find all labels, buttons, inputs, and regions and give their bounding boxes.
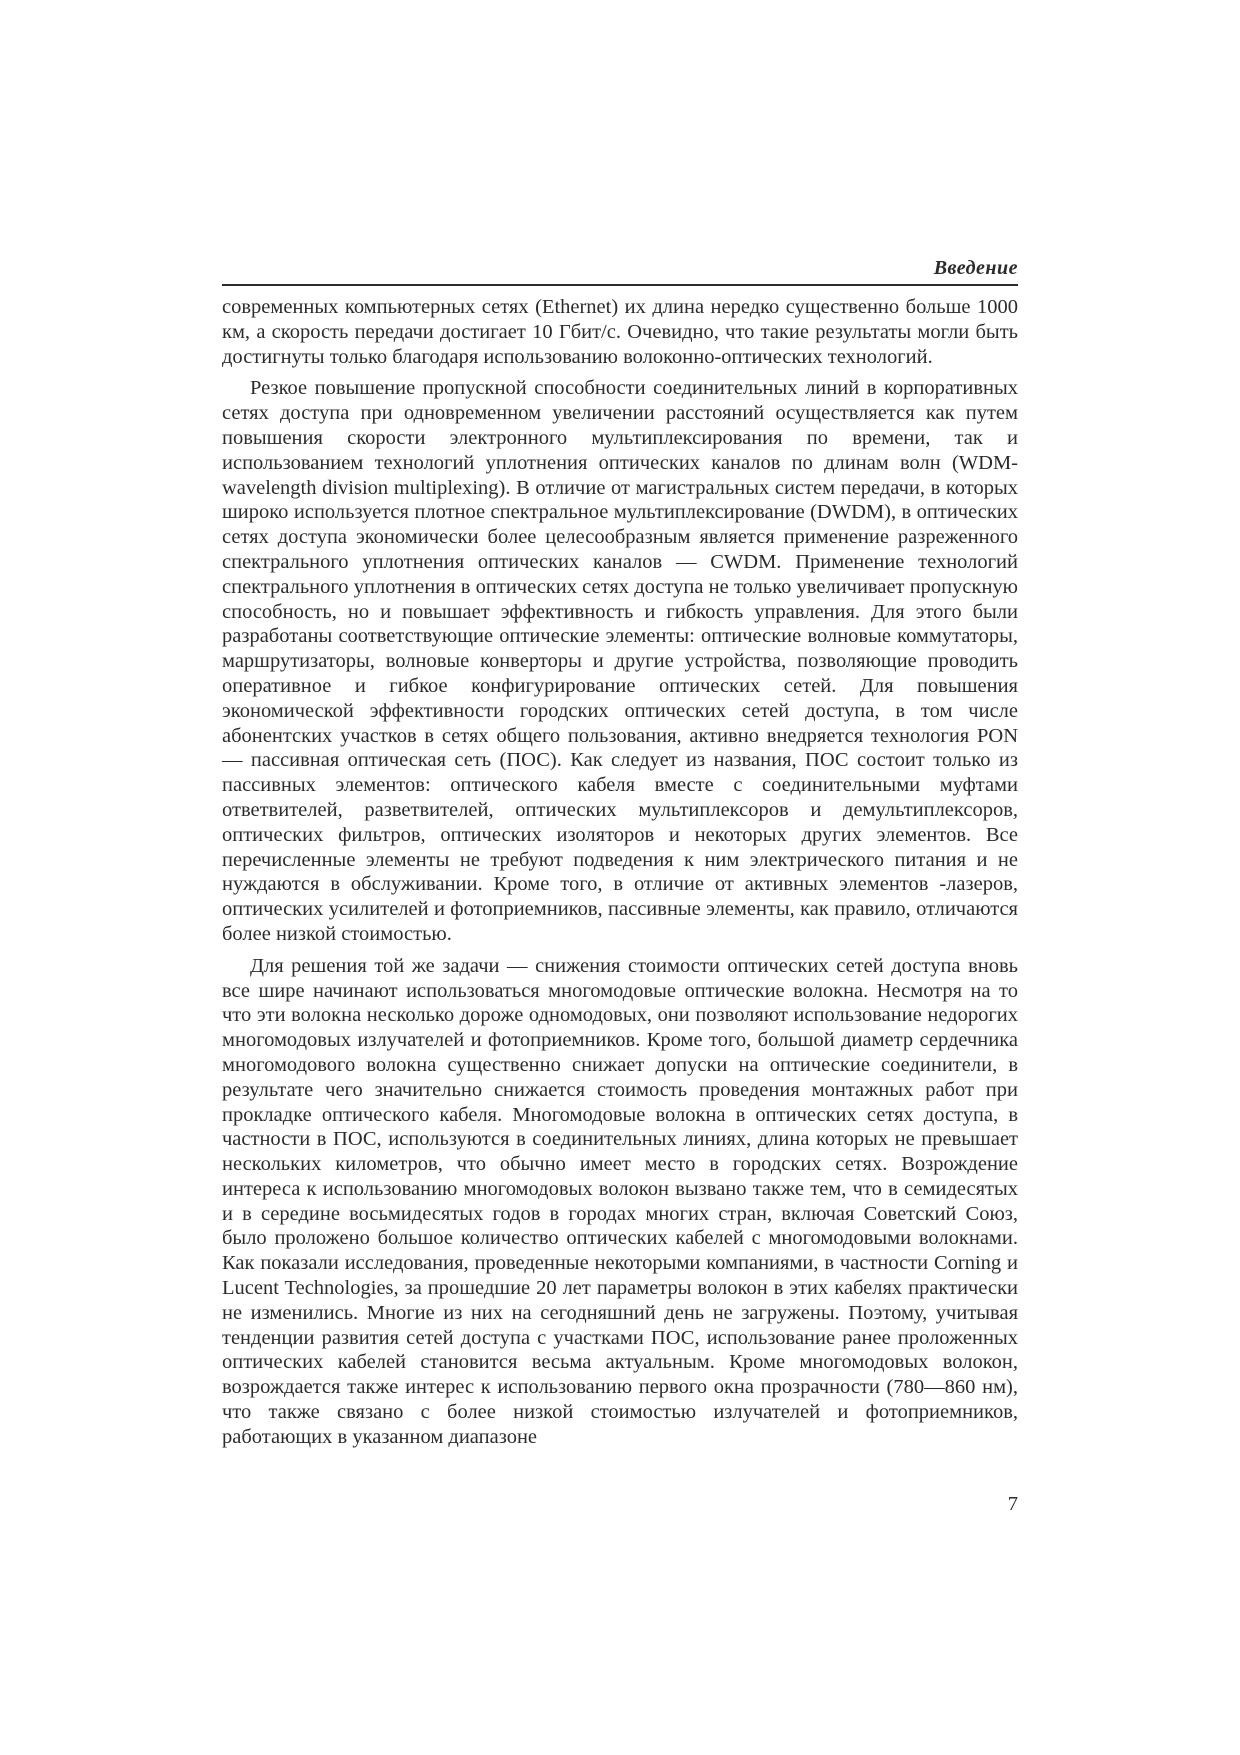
paragraph-bandwidth: Резкое повышение пропускной способности соединительных линий в корпоративных сетях доступа при одновременном увеличении расстояний осуществляется как путем повышения скорости электронного мультиплексирования по времени, так и использованием технологий уплотнения оптических каналов по длинам волн (WDM-wavelength division multiplexing). В отличие от магистральных систем передачи, в которых широко используется плотное спектральное мультиплексирование (DWDM), в оптических сетях доступа экономически более целесообразным является применение разреженного спектрального уплотнения оптических каналов — CWDM. Применение технологий спектрального уплотнения в оптических сетях доступа не только увеличивает пропускную способность, но и повышает эффективность и гибкость управления. Для этого были разработаны соответствующие оптические элементы: оптические волновые коммутаторы, маршрутизаторы, волновые конверторы и другие устройства, позволяющие проводить оперативное и гибкое конфигурирование оптических сетей. Для повышения экономической эффективности городских оптических сетей доступа, в том числе абонентских участков в сетях общего пользования, активно внедряется технология PON — пассивная оптическая сеть (ПОС). Как следует из названия, ПОС состоит только из пассивных элементов: оптического кабеля вместе с соединительными муфтами ответвителей, разветвителей, оптических мультиплексоров и демультиплексоров, оптических фильтров, оптических изоляторов и некоторых других элементов. Все перечисленные элементы не требуют подведения к ним электрического питания и не нуждаются в обслуживании. Кроме того, в отличие от активных элементов -лазеров, оптических усилителей и фотоприемников, пассивные элементы, как правило, отличаются более низкой стоимостью. — [222, 377, 1018, 945]
paragraph-continuation: современных компьютерных сетях (Ethernet) их длина нередко существенно больше 1000 км, а скорость передачи достигает 10 Гбит/с. Очевидно, что такие результаты могли быть достигнуты только благодаря использованию волоконно-оптических технологий. — [222, 296, 1018, 368]
book-page — [222, 0, 1018, 1755]
running-header: Введение — [933, 257, 1018, 279]
paragraph-multimode: Для решения той же задачи — снижения стоимости оптических сетей доступа вновь все шире начинают использоваться многомодовые оптические волокна. Несмотря на то что эти волокна несколько дороже одномодовых, они позволяют использование недорогих многомодовых излучателей и фотоприемников. Кроме того, большой диаметр сердечника многомодового волокна существенно снижает допуски на оптические соединители, в результате чего значительно снижается стоимость проведения монтажных работ при прокладке оптического кабеля. Многомодовые волокна в оптических сетях доступа, в частности в ПОС, используются в соединительных линиях, длина которых не превышает нескольких километров, что обычно имеет место в городских сетях. Возрождение интереса к использованию многомодовых волокон вызвано также тем, что в семидесятых и в середине восьмидесятых годов в городах многих стран, включая Советский Союз, было проложено большое количество оптических кабелей с многомодовыми волокнами. Как показали исследования, проведенные некоторыми компаниями, в частности Corning и Lucent Technologies, за прошедшие 20 лет параметры волокон в этих кабелях практически не изменились. Многие из них на сегодняшний день не загружены. Поэтому, учитывая тенденции развития сетей доступа с участками ПОС, использование ранее проложенных оптических кабелей становится весьма актуальным. Кроме многомодовых волокон, возрождается также интерес к использованию первого окна прозрачности (780—860 нм), что также связано с более низкой стоимостью излучателей и фотоприемников, работающих в указанном диапазоне — [222, 954, 1018, 1448]
body-text — [222, 295, 1018, 1450]
header-rule — [222, 284, 1018, 286]
page-number: 7 — [1007, 1493, 1018, 1515]
